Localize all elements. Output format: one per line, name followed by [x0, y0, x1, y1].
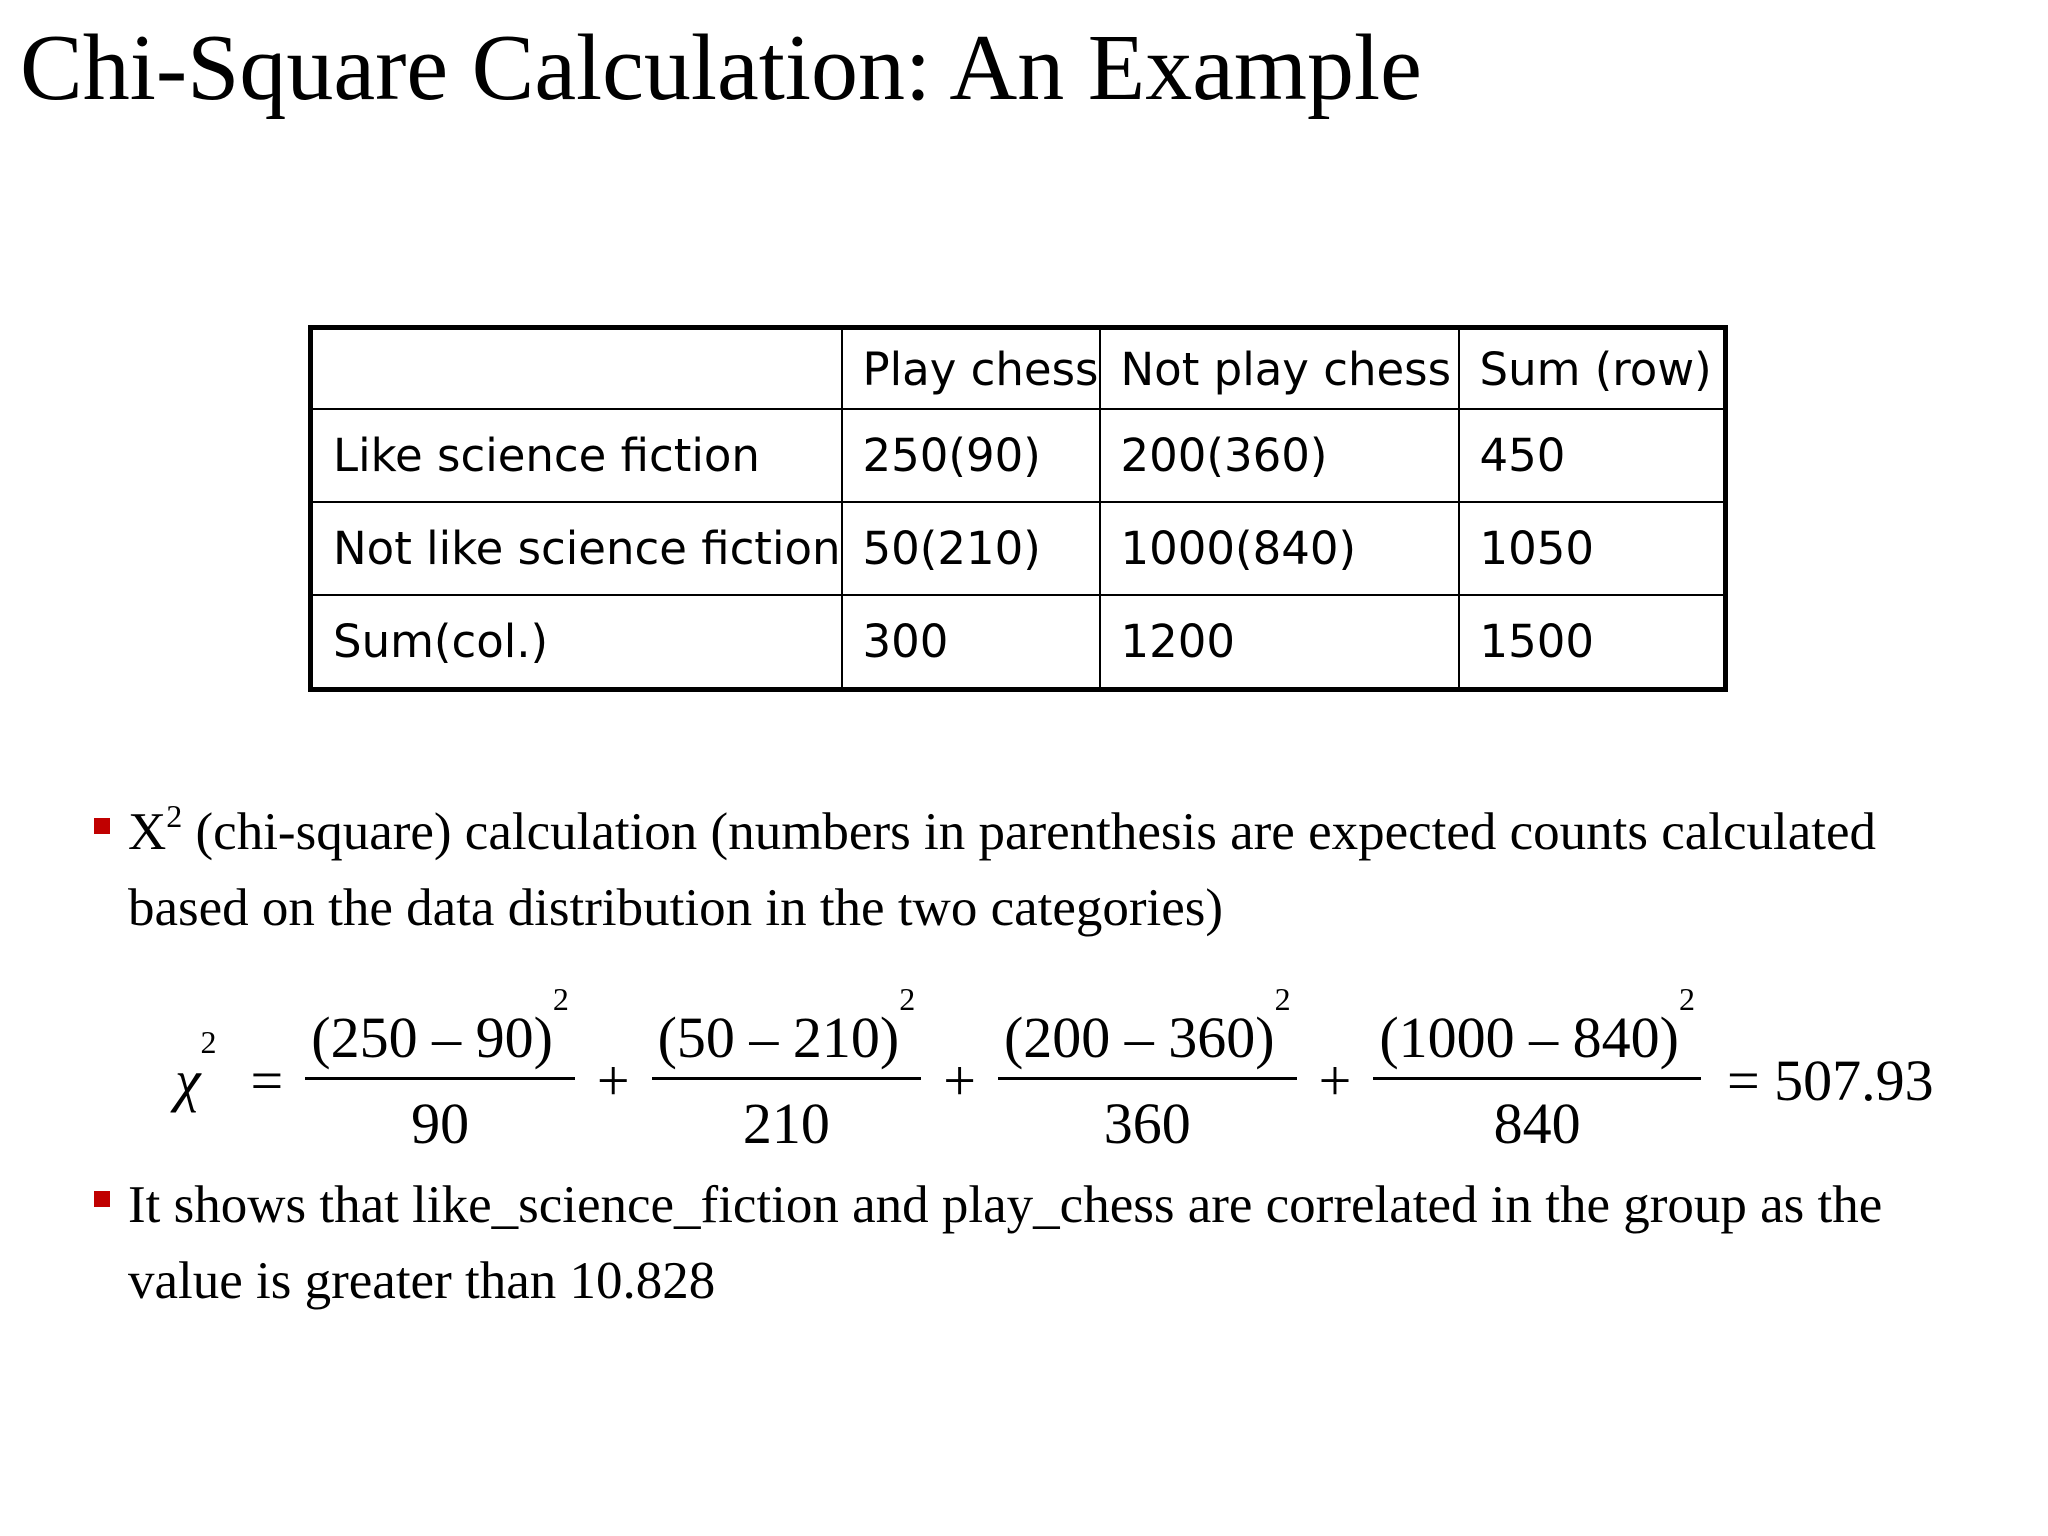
bullet-chi-square-explanation: [94, 794, 2008, 946]
table-cell: 1200: [1100, 595, 1459, 690]
formula-numerator-text: (250 – 90): [311, 1004, 553, 1070]
bullet-superscript: 2: [166, 798, 183, 834]
table-cell: Sum(col.): [311, 595, 842, 690]
formula-exponent: 2: [552, 981, 569, 1018]
formula-term: [305, 981, 575, 1157]
formula-lhs-exponent: 2: [200, 1024, 217, 1061]
formula-lhs: [175, 1024, 217, 1114]
formula-denominator: 210: [742, 1090, 830, 1156]
bullet-text: It shows that like_science_fiction and play_chess are correlated in the group as the value is greater than 10.828: [128, 1176, 1883, 1310]
formula-numerator: [998, 981, 1297, 1080]
table-cell: 1000(840): [1100, 502, 1459, 595]
table-header-row: [311, 328, 1726, 410]
bullet-text: (chi-square) calculation (numbers in parenthesis are expected counts calculated based on the data distribution in the two categories): [128, 803, 1877, 937]
table-cell: Not like science fiction: [311, 502, 842, 595]
table-header-cell: Not play chess: [1100, 328, 1459, 410]
formula-result: = 507.93: [1726, 1047, 1934, 1113]
formula-denominator: 90: [411, 1090, 470, 1156]
table-cell: 1050: [1459, 502, 1726, 595]
table-cell: 200(360): [1100, 409, 1459, 502]
formula-numerator-text: (200 – 360): [1003, 1004, 1275, 1070]
formula-numerator-text: (50 – 210): [657, 1004, 900, 1070]
formula-plus: +: [596, 1047, 630, 1113]
table-header-cell: Play chess: [842, 328, 1100, 410]
formula-denominator: 360: [1103, 1090, 1191, 1156]
table-cell: 1500: [1459, 595, 1726, 690]
table-row: [311, 595, 1726, 690]
bullet-conclusion: [94, 1167, 2008, 1319]
chi-square-formula: [175, 981, 1934, 1160]
formula-numerator: [1373, 981, 1701, 1080]
formula-denominator: 840: [1493, 1090, 1581, 1156]
table-row: [311, 502, 1726, 595]
bullet-x-prefix: X: [128, 803, 167, 861]
table-cell: 450: [1459, 409, 1726, 502]
formula-exponent: 2: [1678, 981, 1695, 1018]
formula-numerator: [652, 981, 922, 1080]
formula-chi-symbol: χ: [175, 1047, 201, 1113]
table-cell: 300: [842, 595, 1100, 690]
table-header-cell: [311, 328, 842, 410]
bullet-square-icon: [94, 818, 110, 834]
table-cell: Like science fiction: [311, 409, 842, 502]
table-cell: 50(210): [842, 502, 1100, 595]
formula-plus: +: [943, 1047, 976, 1113]
formula-equals: =: [250, 1047, 284, 1113]
table-cell: 250(90): [842, 409, 1100, 502]
formula-plus: +: [1318, 1047, 1352, 1113]
bullet-square-icon: [94, 1191, 110, 1207]
formula-exponent: 2: [1274, 981, 1291, 1018]
table-header-cell: Sum (row): [1459, 328, 1726, 410]
table-row: [311, 409, 1726, 502]
formula-term: [1373, 981, 1701, 1157]
contingency-table: [308, 325, 1728, 692]
slide-title: Chi-Square Calculation: An Example: [20, 16, 1422, 120]
formula-term: [652, 981, 922, 1157]
formula-exponent: 2: [899, 981, 916, 1018]
formula-numerator-text: (1000 – 840): [1379, 1004, 1679, 1070]
formula-numerator: [305, 981, 575, 1080]
formula-term: [998, 981, 1297, 1157]
